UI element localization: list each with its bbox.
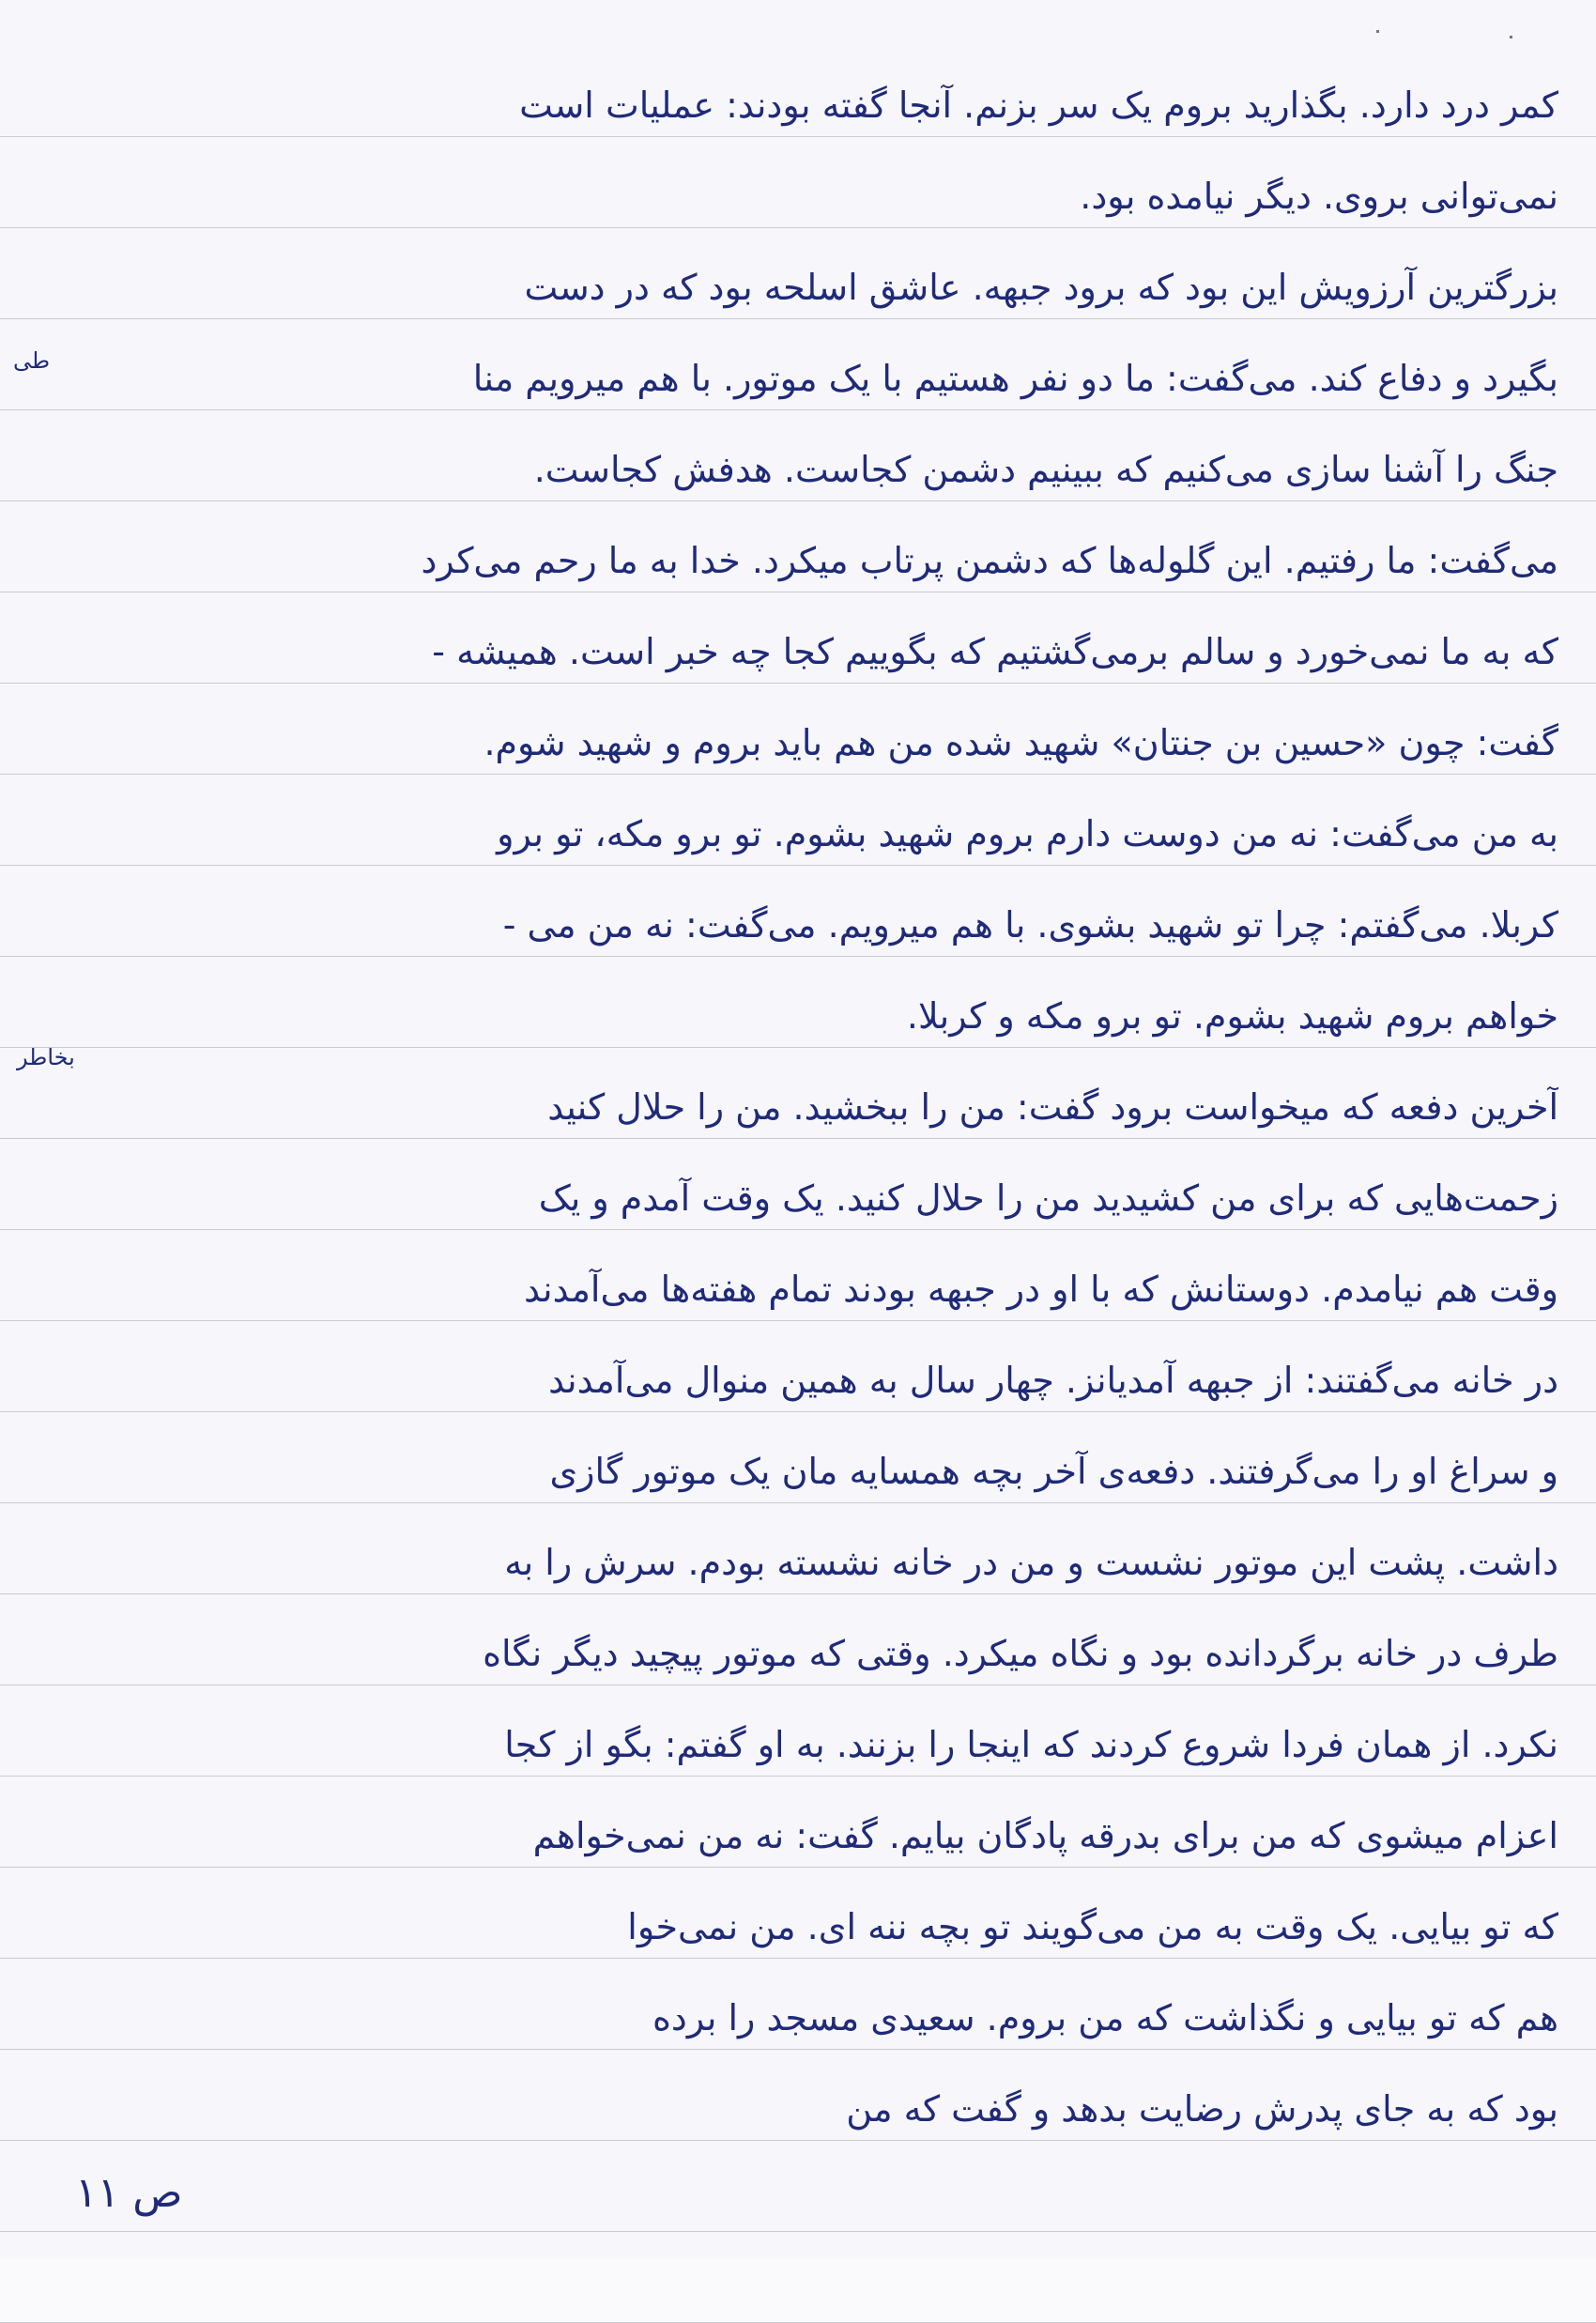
text-line: خواهم بروم شهید بشوم. تو برو مکه و کربلا.: [906, 995, 1558, 1037]
ruled-line: [0, 1502, 1596, 1503]
text-line: وقت هم نیامدم. دوستانش که با او در جبهه بودند تمام هفته‌ها می‌آمدند: [524, 1269, 1558, 1310]
ruled-line: [0, 2049, 1596, 2050]
text-line: زحمت‌هایی که برای من کشیدید من را حلال کنید. یک وقت آمدم و یک: [538, 1177, 1558, 1219]
text-line: طرف در خانه برگردانده بود و نگاه میکرد. وقتی که موتور پیچید دیگر نگاه: [483, 1633, 1558, 1674]
ruled-line: [0, 1320, 1596, 1321]
ruled-line: [0, 1867, 1596, 1868]
ruled-line: [0, 1138, 1596, 1139]
text-line: نکرد. از همان فردا شروع کردند که اینجا را بزنند. به او گفتم: بگو از کجا: [504, 1724, 1558, 1765]
text-line: بود که به جای پدرش رضایت بدهد و گفت که من: [846, 2088, 1558, 2130]
text-line: آخرین دفعه که میخواست برود گفت: من را ببخشید. من را حلال کنید: [547, 1086, 1558, 1128]
ruled-line: [0, 318, 1596, 319]
ruled-line: [0, 2140, 1596, 2141]
ruled-line: [0, 1047, 1596, 1048]
text-line: و سراغ او را می‌گرفتند. دفعه‌ی آخر بچه همسایه مان یک موتور گازی: [549, 1451, 1558, 1492]
ruled-line: [0, 1411, 1596, 1412]
text-line: بگیرد و دفاع کند. می‌گفت: ما دو نفر هستیم با یک موتور. با هم میرویم منا: [472, 358, 1558, 399]
text-line: در خانه می‌گفتند: از جبهه آمدیانز. چهار سال به همین منوال می‌آمدند: [548, 1360, 1558, 1401]
ruled-line: [0, 774, 1596, 775]
text-line: گفت: چون «حسین بن جنتان» شهید شده من هم باید بروم و شهید شوم.: [483, 722, 1558, 763]
text-line: می‌گفت: ما رفتیم. این گلوله‌ها که دشمن پرتاب میکرد. خدا به ما رحم می‌کرد: [421, 540, 1558, 581]
ruled-line: [0, 1229, 1596, 1230]
text-line: به من می‌گفت: نه من دوست دارم بروم شهید بشوم. تو برو مکه، تو برو: [497, 813, 1558, 854]
text-line: جنگ را آشنا سازی می‌کنیم که ببینیم دشمن کجاست. هدفش کجاست.: [533, 449, 1558, 490]
ruled-line: [0, 683, 1596, 684]
text-line: نمی‌توانی بروی. دیگر نیامده بود.: [1080, 176, 1558, 217]
text-line: کمر درد دارد. بگذارید بروم یک سر بزنم. آنجا گفته بودند: عملیات است: [519, 85, 1558, 126]
text-line: اعزام میشوی که من برای بدرقه پادگان بیایم. گفت: نه من نمی‌خواهم: [532, 1815, 1558, 1856]
ruled-line: [0, 227, 1596, 228]
ruled-line: [0, 2231, 1596, 2232]
scan-speck: [1510, 36, 1512, 38]
margin-note: بخاطر: [17, 1044, 75, 1070]
scan-speck: [1376, 30, 1379, 33]
ruled-line: [0, 1593, 1596, 1594]
text-line: که به ما نمی‌خورد و سالم برمی‌گشتیم که بگوییم کجا چه خبر است. همیشه -: [432, 631, 1558, 672]
ruled-line: [0, 136, 1596, 137]
ruled-line: [0, 1776, 1596, 1777]
text-line: بزرگترین آرزویش این بود که برود جبهه. عاشق اسلحه بود که در دست: [524, 267, 1558, 308]
text-line: که تو بیایی. یک وقت به من می‌گویند تو بچه ننه ای. من نمی‌خوا: [627, 1906, 1558, 1947]
text-line: کربلا. می‌گفتم: چرا تو شهید بشوی. با هم میرویم. می‌گفت: نه من می -: [502, 904, 1558, 946]
ruled-line: [0, 1958, 1596, 1959]
ruled-line: [0, 865, 1596, 866]
text-line: داشت. پشت این موتور نشست و من در خانه نشسته بودم. سرش را به: [504, 1542, 1558, 1583]
ruled-line: [0, 409, 1596, 410]
ruled-line: [0, 956, 1596, 957]
margin-note: طی: [13, 347, 51, 374]
page-number: ص ۱۱: [75, 2169, 183, 2217]
text-line: هم که تو بیایی و نگذاشت که من بروم. سعیدی مسجد را برده: [652, 1997, 1558, 2038]
ruled-line: [0, 500, 1596, 501]
